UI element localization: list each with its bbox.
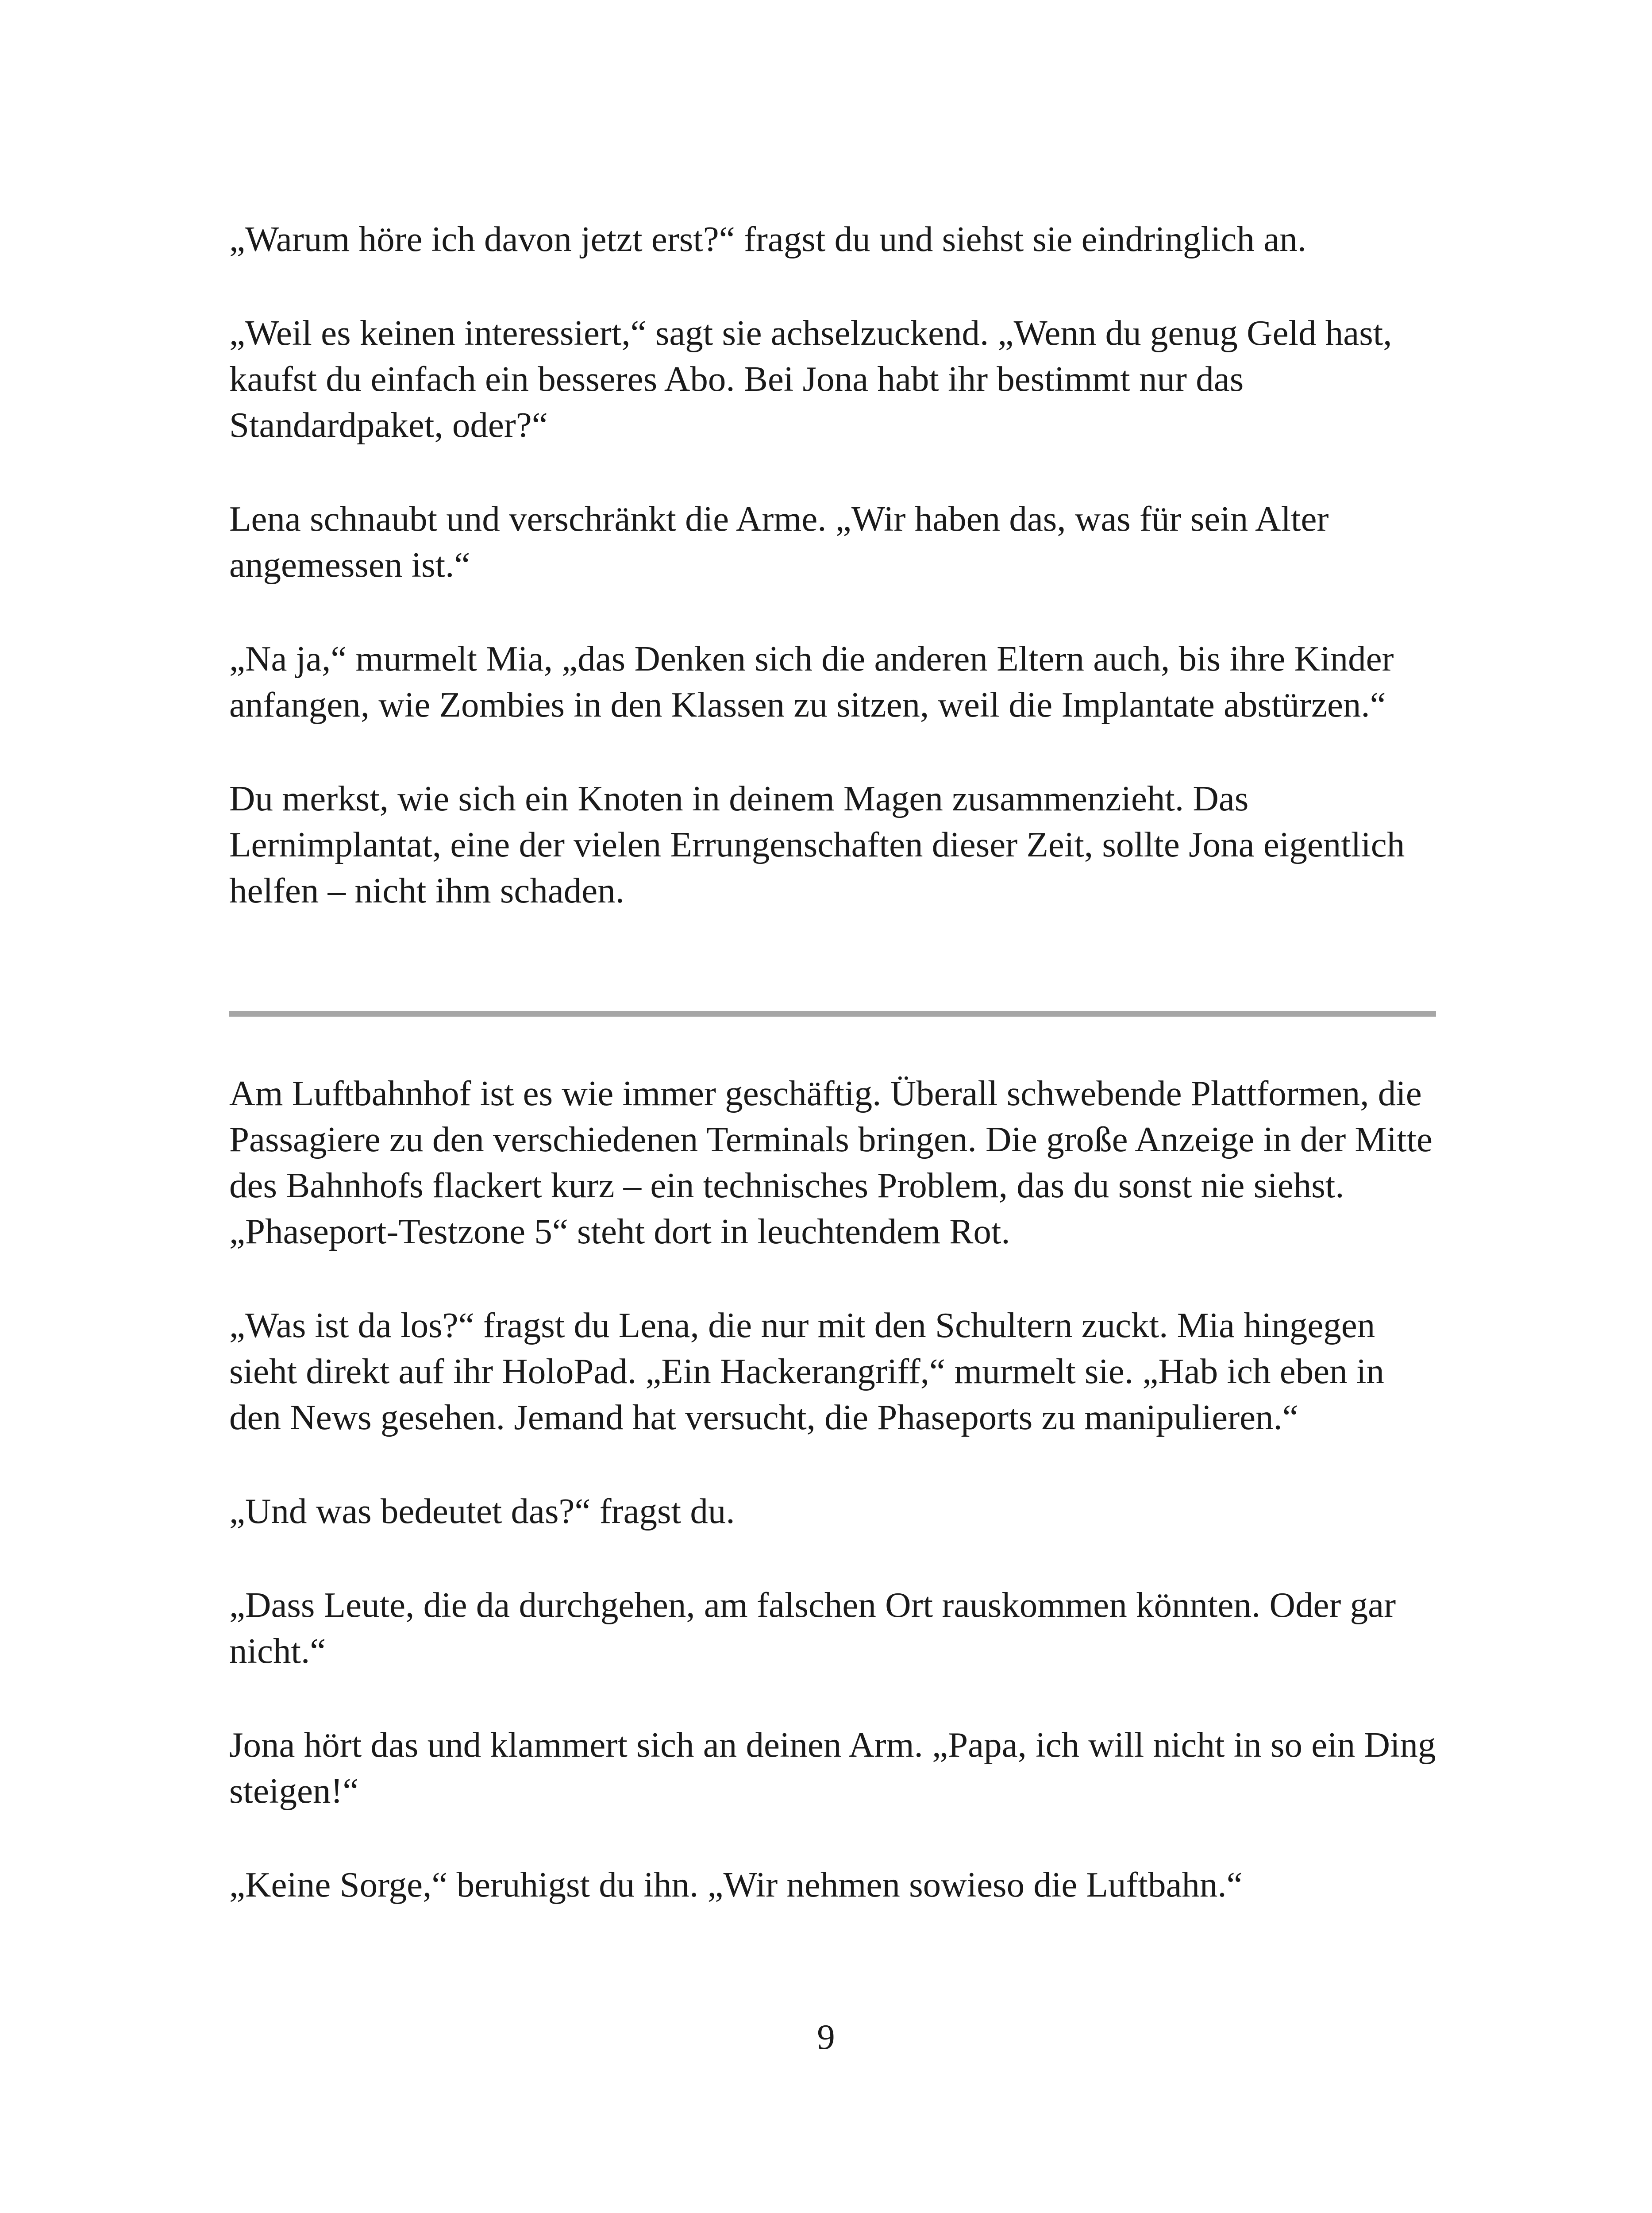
- paragraph: „Warum höre ich davon jetzt erst?“ fragst du und siehst sie eindringlich an.: [229, 219, 1306, 259]
- paragraph: Du merkst, wie sich ein Knoten in deinem Magen zusammenzieht. Das Lernimplantat, eine der vielen Errungenschaften dieser Zeit, sollte Jona eigentlich helfen – nicht ihm schaden.: [229, 779, 1405, 910]
- page-number: 9: [817, 2017, 835, 2057]
- paragraph: „Na ja,“ murmelt Mia, „das Denken sich die anderen Eltern auch, bis ihre Kinder anfangen, wie Zombies in den Klassen zu sitzen, weil die Implantate abstürzen.“: [229, 639, 1394, 725]
- paragraph: Am Luftbahnhof ist es wie immer geschäftig. Überall schwebende Plattformen, die Passagiere zu den verschiedenen Terminals bringen. Die große Anzeige in der Mitte des Bahnhofs flackert kurz – ein technisches Problem, das du sonst nie siehst. „Phaseport-Testzone 5“ steht dort in leuchtendem Rot.: [229, 1073, 1433, 1251]
- paragraph: „Was ist da los?“ fragst du Lena, die nur mit den Schultern zuckt. Mia hingegen sieht direkt auf ihr HoloPad. „Ein Hackerangriff,“ murmelt sie. „Hab ich eben in den News gesehen. Jemand hat versucht, die Phaseports zu manipulieren.“: [229, 1305, 1384, 1437]
- section-two: [229, 1070, 1442, 1955]
- paragraph: „Dass Leute, die da durchgehen, am falschen Ort rauskommen könnten. Oder gar nicht.“: [229, 1585, 1396, 1671]
- paragraph: Jona hört das und klammert sich an deinen Arm. „Papa, ich will nicht in so ein Ding steigen!“: [229, 1725, 1436, 1811]
- paragraph: „Keine Sorge,“ beruhigst du ihn. „Wir nehmen sowieso die Luftbahn.“: [229, 1865, 1243, 1905]
- paragraph: „Und was bedeutet das?“ fragst du.: [229, 1491, 735, 1531]
- paragraph: Lena schnaubt und verschränkt die Arme. „Wir haben das, was für sein Alter angemessen ist.“: [229, 499, 1329, 585]
- paragraph: „Weil es keinen interessiert,“ sagt sie achselzuckend. „Wenn du genug Geld hast, kaufst du einfach ein besseres Abo. Bei Jona habt ihr bestimmt nur das Standardpaket, oder?“: [229, 313, 1392, 445]
- section-one: [229, 216, 1442, 961]
- section-divider: [229, 1011, 1436, 1017]
